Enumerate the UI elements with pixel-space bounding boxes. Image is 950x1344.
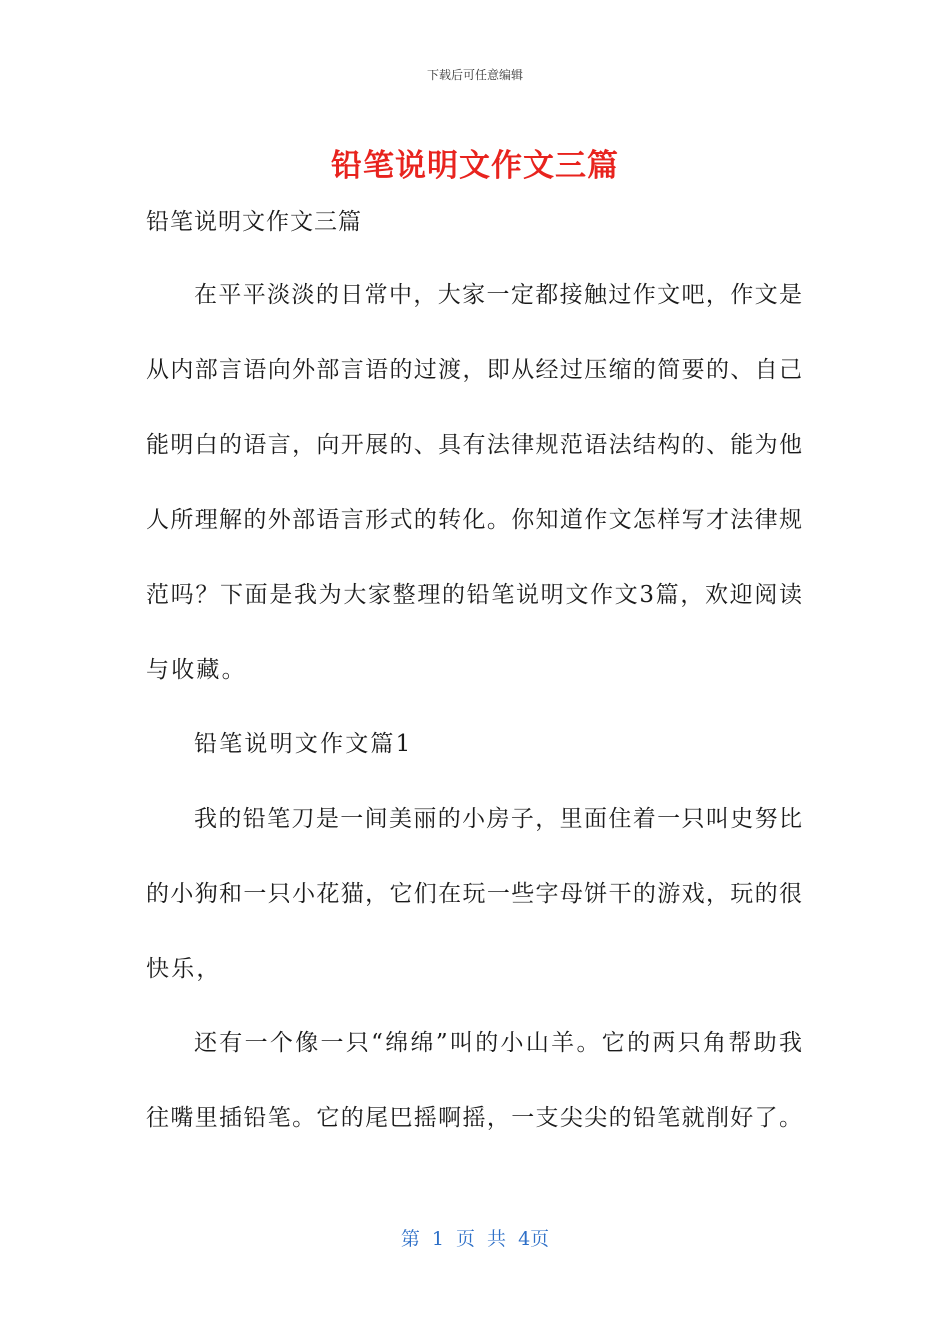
paragraph-line: 人所理解的外部语言形式的转化。你知道作文怎样写才法律规 [146, 507, 802, 533]
paragraph-line: 往嘴里插铅笔。它的尾巴摇啊摇，一支尖尖的铅笔就削好了。 [146, 1105, 802, 1131]
paragraph-line: 从内部言语向外部言语的过渡，即从经过压缩的简要的、自己 [146, 357, 802, 383]
paragraph-line: 快乐， [146, 956, 222, 982]
section-heading: 铅笔说明文作文篇1 [194, 731, 413, 757]
paragraph-line: 在平平淡淡的日常中，大家一定都接触过作文吧，作文是 [194, 282, 802, 308]
paragraph-line: 的小狗和一只小花猫，它们在玩一些字母饼干的游戏，玩的很 [146, 881, 802, 907]
paragraph-line: 我的铅笔刀是一间美丽的小房子，里面住着一只叫史努比 [194, 806, 802, 832]
paragraph-line: 与收藏。 [146, 657, 247, 683]
document-subtitle: 铅笔说明文作文三篇 [146, 209, 362, 235]
page-footer: 第 1 页 共 4页 [400, 1228, 550, 1250]
document-title: 铅笔说明文作文三篇 [331, 148, 619, 184]
paragraph-line: 范吗？下面是我为大家整理的铅笔说明文作文3篇，欢迎阅读 [146, 582, 802, 608]
header-note: 下载后可任意编辑 [426, 68, 523, 82]
paragraph-line: 能明白的语言，向开展的、具有法律规范语法结构的、能为他 [146, 432, 802, 458]
paragraph-line: 还有一个像一只“绵绵”叫的小山羊。它的两只角帮助我 [194, 1030, 802, 1056]
